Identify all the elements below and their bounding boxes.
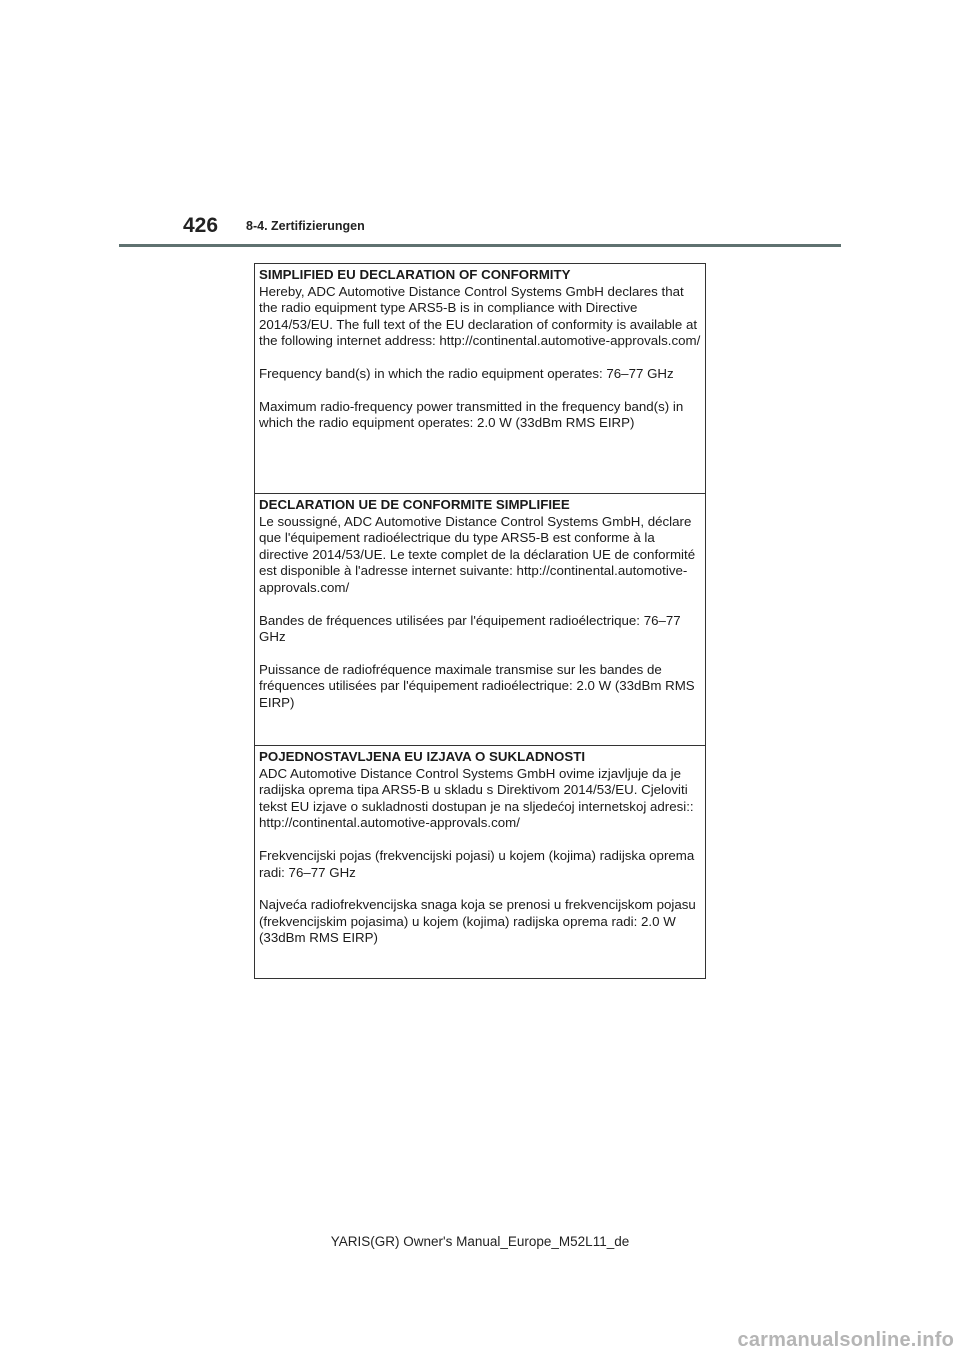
power-paragraph: Puissance de radiofréquence maximale transmise sur les bandes de fréquences utilisées par l'équipement radioélectrique: 2.0 W (33dBm RMS EIRP): [259, 661, 695, 710]
header-divider: [119, 244, 841, 247]
certification-box: [254, 263, 706, 979]
declaration-french: [255, 493, 705, 745]
declaration-english: [255, 264, 705, 493]
declaration-title: DECLARATION UE DE CONFORMITE SIMPLIFIEE: [259, 497, 570, 512]
frequency-paragraph: Frekvencijski pojas (frekvencijski pojasi) u kojem (kojima) radijska oprema radi: 76–77 GHz: [259, 847, 695, 880]
declaration-paragraph: ADC Automotive Distance Control Systems GmbH ovime izjavljuje da je radijska oprema tipa ARS5-B u skladu s Direktivom 2014/53/EU. Cjeloviti tekst EU izjave o sukladnosti dostupan je na sljedećoj internetskoj adresi:: http://continental.automotive-approvals.com/: [259, 765, 694, 831]
power-paragraph: Najveća radiofrekvencijska snaga koja se prenosi u frekvencijskom pojasu (frekvencijskim pojasima) u kojem (kojima) radijska oprema radi: 2.0 W (33dBm RMS EIRP): [259, 897, 696, 946]
declaration-title: SIMPLIFIED EU DECLARATION OF CONFORMITY: [259, 267, 571, 282]
declaration-title: POJEDNOSTAVLJENA EU IZJAVA O SUKLADNOSTI: [259, 749, 586, 764]
site-watermark: carmanualsonline.info: [737, 1329, 954, 1351]
page-number: 426: [183, 214, 219, 237]
manual-footer: YARIS(GR) Owner's Manual_Europe_M52L11_de: [330, 1234, 630, 1249]
frequency-paragraph: Frequency band(s) in which the radio equipment operates: 76–77 GHz: [259, 365, 674, 381]
declaration-paragraph: Hereby, ADC Automotive Distance Control Systems GmbH declares that the radio equipment type ARS5-B is in compliance with Directive 2014/53/EU. The full text of the EU declaration of conformity is available at the following internet address: http://continental.automotive-approvals.com/: [259, 283, 701, 349]
declaration-paragraph: Le soussigné, ADC Automotive Distance Control Systems GmbH, déclare que l'équipement radioélectrique du type ARS5-B est conforme à la directive 2014/53/UE. Le texte complet de la déclaration UE de conformité est disponible à l'adresse internet suivante: http://continental.automotive-approvals.com/: [259, 513, 696, 595]
declaration-croatian: [255, 745, 705, 978]
frequency-paragraph: Bandes de fréquences utilisées par l'équipement radioélectrique: 76–77 GHz: [259, 612, 681, 645]
power-paragraph: Maximum radio-frequency power transmitted in the frequency band(s) in which the radio equipment operates: 2.0 W (33dBm RMS EIRP): [259, 398, 684, 431]
section-title: 8-4. Zertifizierungen: [246, 219, 365, 233]
